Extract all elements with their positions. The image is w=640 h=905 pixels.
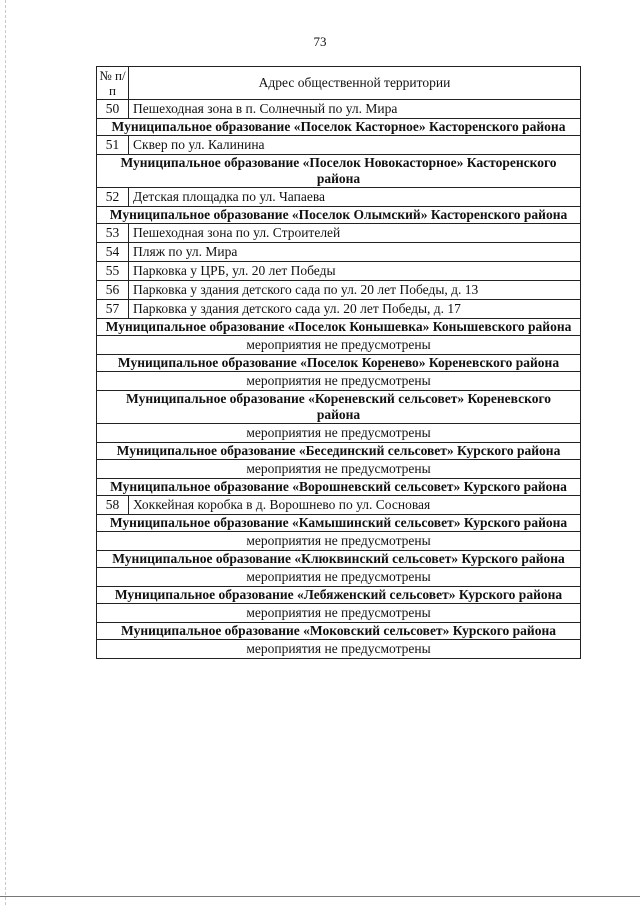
municipality-heading: Муниципальное образование «Поселок Касторное» Касторенского района (97, 119, 581, 136)
row-number: 55 (97, 262, 129, 281)
row-number: 57 (97, 300, 129, 319)
municipality-heading: Муниципальное образование «Поселок Коренево» Кореневского района (97, 355, 581, 372)
municipality-heading: Муниципальное образование «Поселок Олымский» Касторенского района (97, 207, 581, 224)
no-activities-row (97, 604, 581, 623)
section-row (97, 391, 581, 424)
table-row (97, 100, 581, 119)
municipality-heading: Муниципальное образование «Лебяженский сельсовет» Курского района (97, 587, 581, 604)
row-number: 54 (97, 243, 129, 262)
header-number: № п/п (97, 67, 129, 100)
row-address: Парковка у здания детского сада ул. 20 лет Победы, д. 17 (129, 300, 581, 319)
section-row (97, 515, 581, 532)
section-row (97, 119, 581, 136)
no-activities-row (97, 532, 581, 551)
section-row (97, 319, 581, 336)
table-row (97, 188, 581, 207)
no-activities-note: мероприятия не предусмотрены (97, 640, 581, 659)
territories-table (96, 66, 581, 659)
no-activities-note: мероприятия не предусмотрены (97, 568, 581, 587)
municipality-heading: Муниципальное образование «Клюквинский сельсовет» Курского района (97, 551, 581, 568)
table-row (97, 243, 581, 262)
table-row (97, 300, 581, 319)
row-address: Парковка у ЦРБ, ул. 20 лет Победы (129, 262, 581, 281)
no-activities-row (97, 424, 581, 443)
row-number: 53 (97, 224, 129, 243)
municipality-heading: Муниципальное образование «Ворошневский сельсовет» Курского района (97, 479, 581, 496)
header-address: Адрес общественной территории (129, 67, 581, 100)
section-row (97, 551, 581, 568)
row-address: Пешеходная зона по ул. Строителей (129, 224, 581, 243)
no-activities-note: мероприятия не предусмотрены (97, 372, 581, 391)
no-activities-row (97, 568, 581, 587)
no-activities-row (97, 336, 581, 355)
section-row (97, 207, 581, 224)
no-activities-note: мероприятия не предусмотрены (97, 604, 581, 623)
municipality-heading: Муниципальное образование «Бесединский сельсовет» Курского района (97, 443, 581, 460)
row-number: 58 (97, 496, 129, 515)
page-number: 73 (313, 34, 327, 49)
section-row (97, 443, 581, 460)
section-row (97, 355, 581, 372)
row-number: 50 (97, 100, 129, 119)
table-row (97, 224, 581, 243)
section-row (97, 623, 581, 640)
row-address: Хоккейная коробка в д. Ворошнево по ул. Сосновая (129, 496, 581, 515)
table-header-row (97, 67, 581, 100)
no-activities-note: мероприятия не предусмотрены (97, 336, 581, 355)
no-activities-row (97, 640, 581, 659)
row-number: 56 (97, 281, 129, 300)
row-address: Парковка у здания детского сада по ул. 20 лет Победы, д. 13 (129, 281, 581, 300)
section-row (97, 479, 581, 496)
table-row (97, 262, 581, 281)
table-row (97, 281, 581, 300)
municipality-heading: Муниципальное образование «Поселок Конышевка» Конышевского района (97, 319, 581, 336)
no-activities-row (97, 460, 581, 479)
no-activities-note: мероприятия не предусмотрены (97, 460, 581, 479)
row-number: 51 (97, 136, 129, 155)
scan-bottom-line (0, 896, 640, 897)
no-activities-note: мероприятия не предусмотрены (97, 532, 581, 551)
row-address: Пляж по ул. Мира (129, 243, 581, 262)
row-address: Сквер по ул. Калинина (129, 136, 581, 155)
table-body (97, 100, 581, 659)
municipality-heading: Муниципальное образование «Поселок Новокасторное» Касторенского района (97, 155, 581, 188)
table-row (97, 496, 581, 515)
scan-edge-line (5, 0, 7, 905)
section-row (97, 587, 581, 604)
municipality-heading: Муниципальное образование «Кореневский сельсовет» Кореневского района (97, 391, 581, 424)
row-number: 52 (97, 188, 129, 207)
section-row (97, 155, 581, 188)
municipality-heading: Муниципальное образование «Камышинский сельсовет» Курского района (97, 515, 581, 532)
row-address: Детская площадка по ул. Чапаева (129, 188, 581, 207)
no-activities-note: мероприятия не предусмотрены (97, 424, 581, 443)
table-row (97, 136, 581, 155)
no-activities-row (97, 372, 581, 391)
municipality-heading: Муниципальное образование «Моковский сельсовет» Курского района (97, 623, 581, 640)
row-address: Пешеходная зона в п. Солнечный по ул. Мира (129, 100, 581, 119)
